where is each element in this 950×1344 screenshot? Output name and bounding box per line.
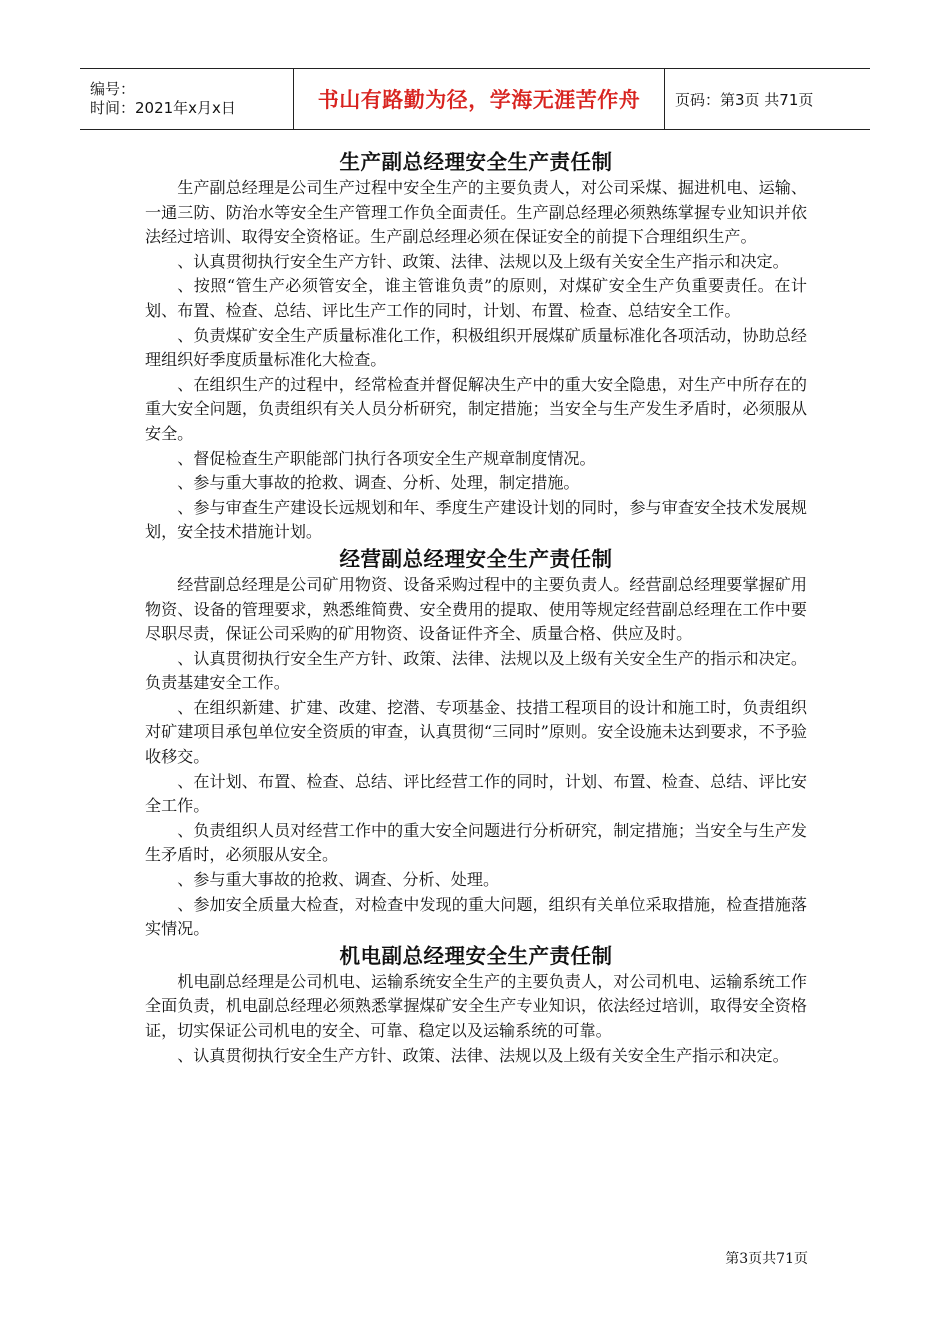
paragraph: 、在组织新建、扩建、改建、挖潜、专项基金、技措工程项目的设计和施工时，负责组织对矿建项目承包单位安全资质的审查，认真贯彻“三同时”原则。安全设施未达到要求，不予验收移交。 xyxy=(145,697,807,767)
paragraph: 、督促检查生产职能部门执行各项安全生产规章制度情况。 xyxy=(177,448,596,468)
section-operations-vp xyxy=(145,545,807,942)
header-page-cell xyxy=(665,69,870,129)
header-page-number: 页码：第3页 共71页 xyxy=(675,90,814,109)
document-body xyxy=(145,148,807,1068)
document-date-label: 时间：2021年x月x日 xyxy=(90,99,236,117)
section-title: 经营副总经理安全生产责任制 xyxy=(339,546,613,571)
paragraph: 经营副总经理是公司矿用物资、设备采购过程中的主要负责人。经营副总经理要掌握矿用物资、设备的管理要求，熟悉维简费、安全费用的提取、使用等规定经营副总经理在工作中要尽职尽责，保证公司采购的矿用物资、设备证件齐全、质量合格、供应及时。 xyxy=(145,574,807,644)
header-meta xyxy=(80,69,293,129)
section-electromechanical-vp xyxy=(145,942,807,1068)
paragraph: 、参与重大事故的抢救、调查、分析、处理。 xyxy=(177,870,500,890)
document-number-label: 编号： xyxy=(90,80,136,98)
paragraph: 、参加安全质量大检查，对检查中发现的重大问题，组织有关单位采取措施，检查措施落实情况。 xyxy=(145,894,807,939)
section-title: 生产副总经理安全生产责任制 xyxy=(339,150,613,174)
header-motto: 书山有路勤为径，学海无涯苦作舟 xyxy=(317,88,641,112)
paragraph: 、认真贯彻执行安全生产方针、政策、法律、法规以及上级有关安全生产的指示和决定。负责基建安全工作。 xyxy=(145,648,807,693)
paragraph: 、按照“管生产必须管安全，谁主管谁负责”的原则，对煤矿安全生产负重要责任。在计划、布置、检查、总结、评比生产工作的同时，计划、布置、检查、总结安全工作。 xyxy=(145,276,807,320)
page-header xyxy=(80,68,870,130)
paragraph: 、认真贯彻执行安全生产方针、政策、法律、法规以及上级有关安全生产指示和决定。 xyxy=(177,1045,789,1065)
page-footer-number: 第3页共71页 xyxy=(725,1251,808,1267)
paragraph: 、认真贯彻执行安全生产方针、政策、法律、法规以及上级有关安全生产指示和决定。 xyxy=(177,251,789,271)
paragraph: 生产副总经理是公司生产过程中安全生产的主要负责人，对公司采煤、掘进机电、运输、一通三防、防治水等安全生产管理工作负全面责任。生产副总经理必须熟练掌握专业知识并依法经过培训、取得安全资格证。生产副总经理必须在保证安全的前提下合理组织生产。 xyxy=(145,178,807,247)
header-motto-cell xyxy=(293,69,665,129)
section-title: 机电副总经理安全生产责任制 xyxy=(339,943,613,968)
section-production-vp xyxy=(145,148,807,545)
paragraph: 、在计划、布置、检查、总结、评比经营工作的同时，计划、布置、检查、总结、评比安全工作。 xyxy=(145,771,807,816)
paragraph: 机电副总经理是公司机电、运输系统安全生产的主要负责人，对公司机电、运输系统工作全面负责，机电副总经理必须熟悉掌握煤矿安全生产专业知识，依法经过培训，取得安全资格证，切实保证公司机电的安全、可靠、稳定以及运输系统的可靠。 xyxy=(145,971,807,1040)
paragraph: 、参与重大事故的抢救、调查、分析、处理，制定措施。 xyxy=(177,473,580,493)
paragraph: 、负责组织人员对经营工作中的重大安全问题进行分析研究，制定措施；当安全与生产发生矛盾时，必须服从安全。 xyxy=(145,820,807,865)
paragraph: 、在组织生产的过程中，经常检查并督促解决生产中的重大安全隐患，对生产中所存在的重大安全问题，负责组织有关人员分析研究，制定措施；当安全与生产发生矛盾时，必须服从安全。 xyxy=(145,374,807,443)
paragraph: 、参与审查生产建设长远规划和年、季度生产建设计划的同时，参与审查安全技术发展规划，安全技术措施计划。 xyxy=(145,497,807,542)
paragraph: 、负责煤矿安全生产质量标准化工作，积极组织开展煤矿质量标准化各项活动，协助总经理组织好季度质量标准化大检查。 xyxy=(145,325,807,370)
